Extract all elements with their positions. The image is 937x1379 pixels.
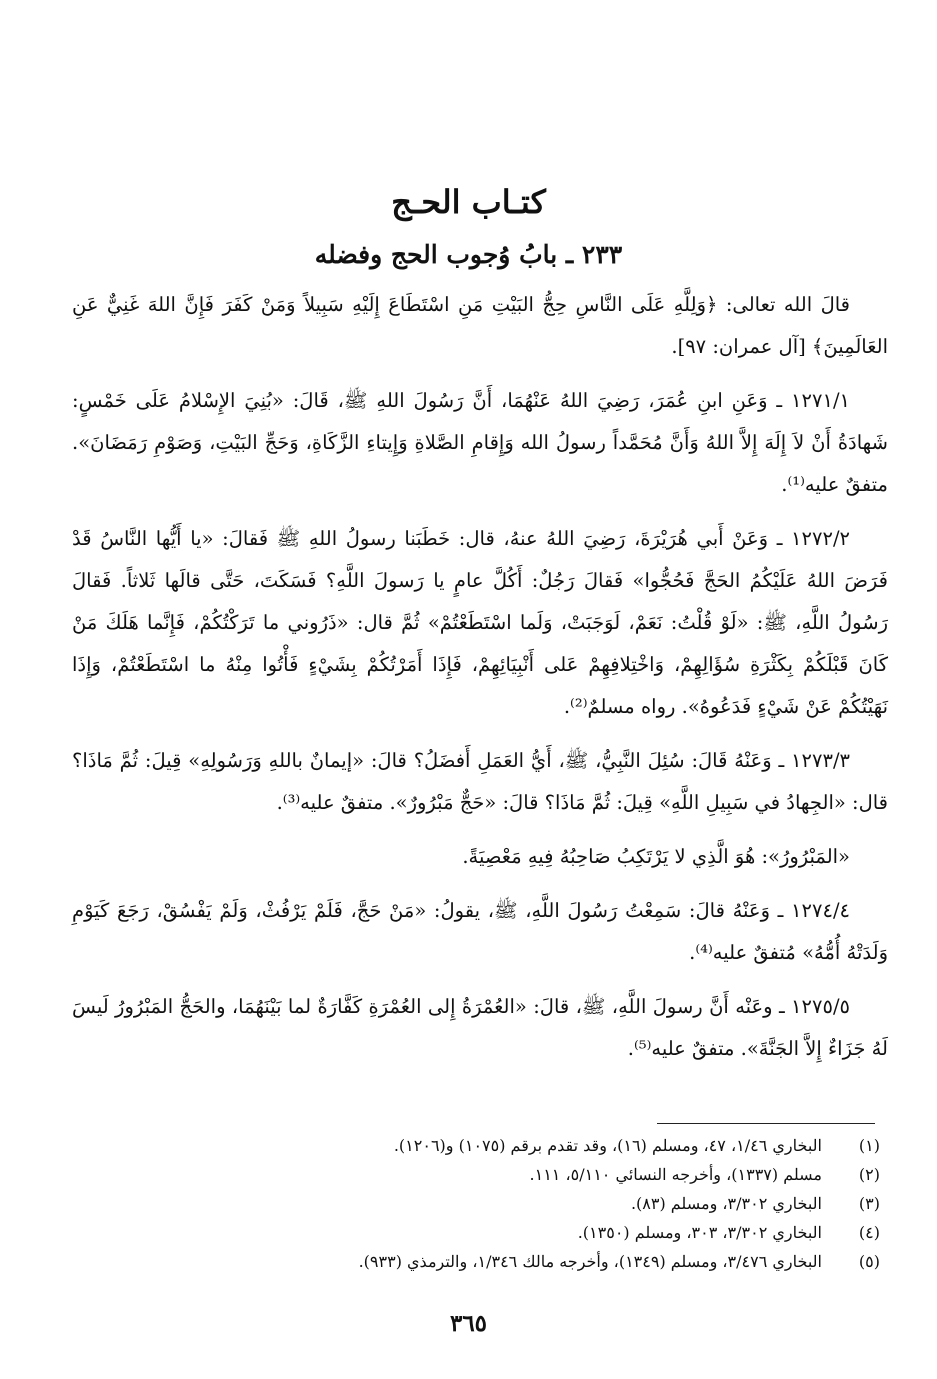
footnote-item xyxy=(72,1218,880,1247)
footnote-item xyxy=(72,1189,880,1218)
footnote-text: البخاري ٣/٣٠٢، ومسلم (٨٣). xyxy=(630,1194,822,1213)
footnote-text: مسلم (١٣٣٧)، وأخرجه النسائي ٥/١١٠، ١١١. xyxy=(529,1165,822,1184)
mabrur-explanation: «المَبْرُورُ»: هُوَ الَّذِي لا يَرْتَكِبُ صَاحِبُهُ فِيهِ مَعْصِيَةً. xyxy=(462,845,850,868)
footnote-text: البخاري ١/٤٦، ٤٧، ومسلم (١٦)، وقد تقدم برقم (١٠٧٥) و(١٢٠٦). xyxy=(393,1136,822,1155)
footnote-divider xyxy=(657,1123,875,1124)
footnote-number: (١) xyxy=(858,1136,880,1155)
book-title: كتـاب الحـج xyxy=(391,183,546,221)
page-number: ٣٦٥ xyxy=(449,1310,488,1337)
hadith-1272: ١٢٧٢/٢ ـ وَعَنْ أَبي هُرَيْرَةَ، رَضِيَ اللهُ عنهُ، قال: خَطَبَنا رسولُ اللهِ ﷺ فَقالَ: «يا أَيُّها النَّاسُ قَدْ فَرَضَ اللهُ عَلَيْكُمُ الحَجَّ فَحُجُّوا» فَقالَ رَجُلٌ: أَكُلَّ عامٍ يا رَسولَ اللَّهِ؟ فَسَكَتَ، حَتَّى قالَها ثَلاثاً. فَقالَ رَسُولُ اللَّهِ، ﷺ: «لَوْ قُلْتُ: نَعَمْ، لَوَجَبَتْ، وَلَما اسْتَطَعْتُمْ» ثُمَّ قال: «ذَرُوني ما تَرَكْتُكُمْ، فَإِنَّما هَلَكَ مَنْ كَانَ قَبْلَكُمْ بِكَثْرَةِ سُؤَالِهِمْ، وَاخْتِلافِهِمْ عَلى أَنْبِيَائِهِمْ، فَإِذَا أَمَرْتُكُمْ بِشَيْءٍ فَأْتُوا مِنْهُ ما اسْتَطَعْتُمْ، وَإِذَا نَهَيْتُكُمْ عَنْ شَيْءٍ فَدَعُوهُ». رواه مسلمٌ⁽²⁾. xyxy=(72,527,888,718)
footnotes xyxy=(72,1131,880,1276)
chapter-title: ٢٣٣ ـ بابُ وُجوب الحج وفضله xyxy=(314,240,623,269)
footnote-number: (٥) xyxy=(858,1252,880,1271)
footnote-text: البخاري ٣/٤٧٦، ومسلم (١٣٤٩)، وأخرجه مالك ١/٣٤٦، والترمذي (٩٣٣). xyxy=(358,1252,822,1271)
footnote-number: (٢) xyxy=(858,1165,880,1184)
footnote-item xyxy=(72,1131,880,1160)
hadith-1275: ١٢٧٥/٥ ـ وعَنْه أَنَّ رسولَ اللَّهِ، ﷺ، قالَ: «العُمْرَةُ إِلى العُمْرَةِ كَفَّارَةٌ لما بَيْنَهُمَا، والحَجُّ المَبْرُورُ لَيسَ لَهُ جَزَاءٌ إِلاَّ الجَنَّةَ». متفقٌ عليه⁽⁵⁾. xyxy=(72,995,888,1060)
footnote-number: (٤) xyxy=(858,1223,880,1242)
quran-verse-paragraph: قالَ الله تعالى: ﴿وَلِلَّهِ عَلَى النَّاسِ حِجُّ البَيْتِ مَنِ اسْتَطَاعَ إِلَيْهِ سَبِيلاً وَمَنْ كَفَرَ فَإِنَّ اللهَ غَنِيٌّ عَنِ العَالَمِينَ﴾ [آل عمران: ٩٧]. xyxy=(72,293,888,358)
page-body xyxy=(72,284,888,1070)
hadith-1274: ١٢٧٤/٤ ـ وَعَنْهُ قالَ: سَمِعْتُ رَسُولَ اللَّهِ، ﷺ، يقولُ: «مَنْ حَجَّ، فَلَمْ يَرْفُثْ، وَلَمْ يَفْسُقْ، رَجَعَ كَيَوْمِ وَلَدَتْهُ أُمُّهُ» مُتفقٌ عليه⁽⁴⁾. xyxy=(72,899,888,964)
hadith-1271: ١٢٧١/١ ـ وَعَنِ ابنِ عُمَرَ، رَضِيَ اللهُ عَنْهُمَا، أَنَّ رَسُولَ اللهِ ﷺ، قَالَ: «بُنِيَ الإِسْلامُ عَلَى خَمْسٍ: شَهادَةُ أَنْ لاَ إِلَهَ إِلاَّ اللهُ وَأَنَّ مُحَمَّداً رسولُ الله وَإِقامِ الصَّلاةِ وَإِيتاءِ الزَّكَاةِ، وَحَجِّ البَيْتِ، وَصَوْمِ رَمَضَانَ». متفقٌ عليه⁽¹⁾. xyxy=(72,389,888,496)
footnote-text: البخاري ٣/٣٠٢، ٣٠٣، ومسلم (١٣٥٠). xyxy=(577,1223,822,1242)
hadith-1273: ١٢٧٣/٣ ـ وَعَنْهُ قَالَ: سُئِلَ النَّبِيُّ، ﷺ، أَيُّ العَمَلِ أَفضَلُ؟ قالَ: «إيمانٌ باللهِ وَرَسُولِهِ» قِيلَ: ثُمَّ مَاذَا؟ قال: «الجِهادُ في سَبِيلِ اللَّهِ» قِيلَ: ثُمَّ مَاذَا؟ قالَ: «حَجٌّ مَبْرُورٌ». متفقٌ عليه⁽³⁾. xyxy=(72,749,888,814)
footnote-item xyxy=(72,1160,880,1189)
footnote-item xyxy=(72,1247,880,1276)
footnote-number: (٣) xyxy=(858,1194,880,1213)
